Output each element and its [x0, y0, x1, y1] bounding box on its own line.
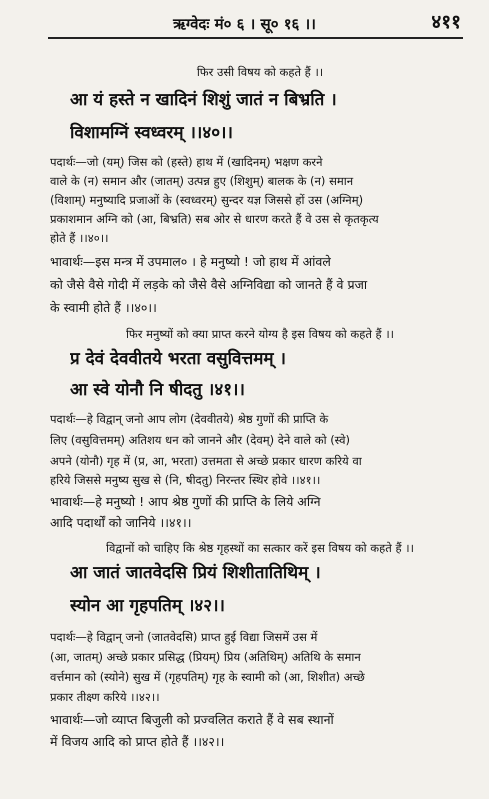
padarth-line: (विशाम्) मनुष्यादि प्रजाओं के (स्वध्वरम्) सुन्दर यज्ञ जिससे हों उस (अग्निम्)	[50, 193, 364, 207]
bhavarth-line: में विजय आदि को प्राप्त होते हैं ।।४२।।	[50, 734, 225, 749]
padarth-line: वाले के (न) समान और (जातम्) उत्पन्न हुए (शिशुम्) बालक के (न) समान	[50, 174, 354, 188]
intro-text: फिर मनुष्यों को क्या प्राप्त करने योग्य है इस विषय को कहते हैं ।।	[125, 327, 395, 341]
intro-text: विद्वानों को चाहिए कि श्रेष्ठ गृहस्थों का सत्कार करें इस विषय को कहते हैं ।।	[106, 541, 414, 555]
padarth-line: वर्त्तमान को (स्योने) सुख में (गृहपतिम्) गृह के स्वामी को (आ, शिशीत) अच्छे	[50, 670, 365, 684]
intro-text: फिर उसी विषय को कहते हैं ।।	[196, 65, 324, 79]
bhavarth-line: के स्वामी होते हैं ।।४०।।	[50, 300, 157, 315]
padarth-line: लिए (वसुवित्तमम्) अतिशय धन को जानने और (देवम्) देने वाले को (स्वे)	[50, 433, 351, 447]
bhavarth-line: भावार्थः—जो व्याप्त बिजुली को प्रज्वलित कराते हैं वे सब स्थानों	[50, 712, 334, 727]
padarth-line: पदार्थः—हे विद्वान् जनो (जातवेदसि) प्राप्त हुई विद्या जिसमें उस में	[50, 630, 318, 644]
mantra-line: स्योन आ गृहपतिम् ।४२।।	[70, 596, 225, 616]
bhavarth-line: भावार्थः—हे मनुष्यो ! आप श्रेष्ठ गुणों की प्राप्ति के लिये अग्नि	[50, 494, 321, 509]
page-number: ४११	[431, 11, 461, 33]
padarth-line: प्रकार तीक्ष्ण करिये ।।४२।।	[50, 690, 160, 704]
padarth-line: होते हैं ।।४०।।	[50, 231, 109, 245]
padarth-line: पदार्थः—हे विद्वान् जनो आप लोग (देववीतये) श्रेष्ठ गुणों की प्राप्ति के	[50, 412, 329, 426]
padarth-line: पदार्थः—जो (यम्) जिस को (हस्ते) हाथ में (खादिनम्) भक्षण करने	[50, 155, 323, 169]
mantra-line: प्र देवं देववीतये भरता वसुवित्तमम् ।	[70, 349, 286, 369]
bhavarth-line: को जैसे वैसे गोदी में लड़के को जैसे वैसे अग्निविद्या को जानते हैं वे प्रजा	[50, 277, 368, 292]
mantra-line: विशामग्निं स्वध्वरम् ।।४०।।	[70, 123, 233, 143]
padarth-line: प्रकाशमान अग्नि को (आ, बिभ्रति) सब ओर से धारण करते हैं वे उस से कृतकृत्य	[50, 212, 379, 226]
bhavarth-line: भावार्थः—इस मन्त्र में उपमाल० । हे मनुष्यो ! जो हाथ में आंवले	[50, 254, 331, 269]
page-header	[0, 6, 489, 36]
mantra-line: आ स्वे योनौ नि षीदतु ।४१।।	[70, 380, 245, 400]
mantra-line: आ जातं जातवेदसि प्रियं शिशीतातिथिम् ।	[70, 563, 321, 583]
header-rule	[48, 37, 463, 39]
padarth-line: अपने (योनौ) गृह में (प्र, आ, भरता) उत्तमता से अच्छे प्रकार धारण करिये वा	[50, 454, 362, 468]
bhavarth-line: आदि पदार्थों को जानिये ।।४१।।	[50, 515, 192, 530]
padarth-line: (आ, जातम्) अच्छे प्रकार प्रसिद्ध (प्रियम्) प्रिय (अतिथिम्) अतिथि के समान	[50, 650, 361, 664]
running-title: ऋग्वेदः मं० ६ । सू० १६ ।।	[173, 15, 316, 33]
padarth-line: हरिये जिससे मनुष्य सुख से (नि, षीदतु) निरन्तर स्थिर होवे ।।४१।।	[50, 473, 321, 487]
mantra-line: आ यं हस्ते न खादिनं शिशुं जातं न बिभ्रति ।	[70, 90, 337, 110]
